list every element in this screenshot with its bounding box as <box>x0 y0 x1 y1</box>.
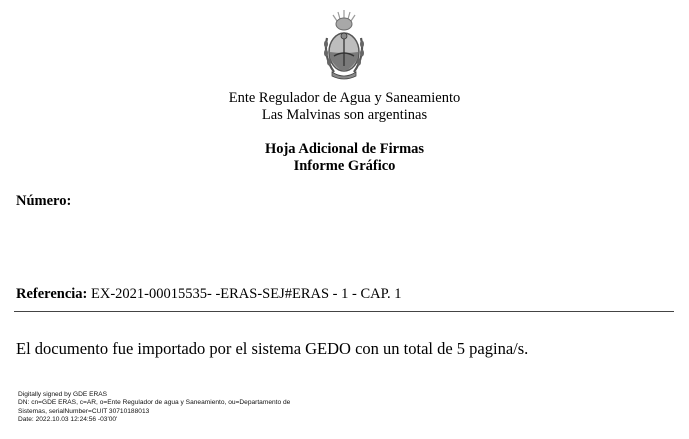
signature-line-3: Sistemas, serialNumber=CUIT 30710188013 <box>18 407 150 415</box>
signature-line-1: Digitally signed by GDE ERAS <box>18 391 108 398</box>
signature-line-2: DN: cn=GDE ERAS, c=AR, o=Ente Regulador de agua y Saneamiento, ou=Departamento de <box>18 399 291 407</box>
document-header <box>0 90 689 124</box>
divider <box>14 311 674 312</box>
motto: Las Malvinas son argentinas <box>261 107 428 123</box>
title-line-1: Hoja Adicional de Firmas <box>264 141 425 157</box>
referencia-value: EX-2021-00015535- -ERAS-SEJ#ERAS - 1 - CAP. 1 <box>91 286 402 302</box>
digital-signature-block <box>18 391 290 425</box>
numero-label: Número: <box>16 193 72 209</box>
document-title <box>0 141 689 175</box>
referencia-field <box>16 286 402 303</box>
coat-of-arms-icon <box>320 8 368 82</box>
referencia-label: Referencia: <box>16 286 88 302</box>
numero-field <box>16 193 71 210</box>
title-line-2: Informe Gráfico <box>293 158 396 174</box>
signature-line-4: Date: 2022.10.03 12:24:56 -03'00' <box>18 416 118 424</box>
import-notice: El documento fue importado por el sistema GEDO con un total de 5 pagina/s. <box>16 339 529 358</box>
organization-name: Ente Regulador de Agua y Saneamiento <box>228 90 461 106</box>
